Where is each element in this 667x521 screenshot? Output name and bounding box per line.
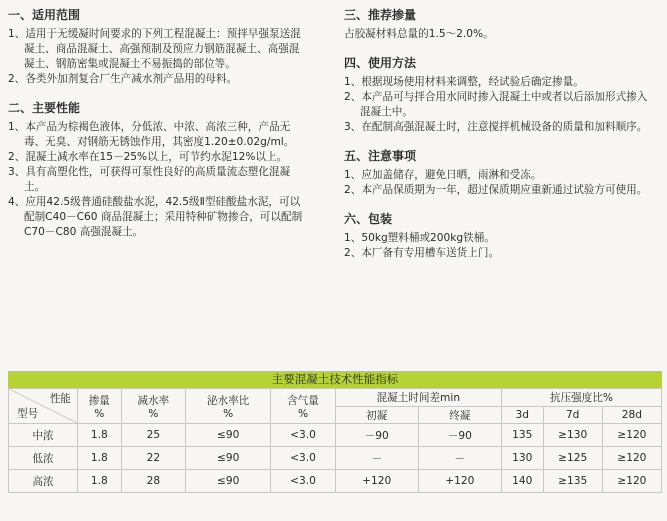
col-header-final-set: 终凝 (418, 407, 501, 424)
section-title: 三、推荐掺量 (344, 8, 417, 22)
row-type: 中浓 (9, 424, 78, 447)
list-item: 3、在配制高强混凝土时，注意搅拌机械设备的质量和加料顺序。 (344, 121, 648, 133)
table-row (9, 470, 662, 493)
table-cell: +120 (335, 470, 418, 493)
table-title: 主要混凝土技术性能指标 (8, 371, 662, 388)
table-cell: ≥125 (543, 447, 602, 470)
section-title: 一、适用范围 (8, 8, 81, 22)
table-cell: <3.0 (271, 424, 335, 447)
table-cell: 28 (121, 470, 185, 493)
performance-table-section (8, 371, 662, 493)
corner-label-model: 型号 (17, 408, 39, 420)
table-cell: <3.0 (271, 470, 335, 493)
col-header-dosage: 掺量 % (78, 389, 122, 424)
col-header-7d: 7d (543, 407, 602, 424)
table-cell: 25 (121, 424, 185, 447)
table-cell: ≥120 (602, 470, 661, 493)
list-item: 2、各类外加剂复合厂生产减水剂产品用的母料。 (8, 73, 238, 85)
performance-table (8, 388, 662, 493)
table-cell: <3.0 (271, 447, 335, 470)
section (344, 149, 656, 198)
table-cell: +120 (418, 470, 501, 493)
section-title: 五、注意事项 (344, 149, 417, 163)
table-cell: 130 (501, 447, 543, 470)
table-cell: ≥135 (543, 470, 602, 493)
col-header-bleeding-ratio: 泌水率比 % (186, 389, 271, 424)
table-cell: 22 (121, 447, 185, 470)
row-type: 低浓 (9, 447, 78, 470)
table-cell: ≥120 (602, 447, 661, 470)
table-cell: ≥130 (543, 424, 602, 447)
list-item: 2、本厂备有专用槽车送货上门。 (344, 247, 500, 259)
list-item: 2、混凝土减水率在15－25%以上，可节约水泥12%以上。 (8, 151, 288, 163)
table-row (9, 424, 662, 447)
list-item: 1、适用于无缓凝时间要求的下列工程混凝土：预拌早强泵送混凝土、商品混凝土、高强预制及预应力钢筋混凝土、高强混凝土、钢筋密集或混凝土不易振捣的部位等。 (8, 28, 301, 70)
col-group-setting-time: 混凝土时间差min (335, 389, 501, 407)
list-item: 3、具有高塑化性，可获得可泵性良好的高质量流态塑化混凝土。 (8, 166, 291, 193)
corner-label-property: 性能 (49, 393, 71, 405)
row-type: 高浓 (9, 470, 78, 493)
table-cell: － (335, 447, 418, 470)
section-title: 六、包装 (344, 212, 393, 226)
section (344, 212, 656, 261)
table-cell: ≤90 (186, 447, 271, 470)
table-cell: －90 (335, 424, 418, 447)
table-cell: ≤90 (186, 470, 271, 493)
table-cell: －90 (418, 424, 501, 447)
table-cell: 1.8 (78, 424, 122, 447)
col-header-28d: 28d (602, 407, 661, 424)
table-cell: 1.8 (78, 470, 122, 493)
list-item: 占胶凝材料总量的1.5～2.0%。 (344, 28, 494, 40)
table-cell: 140 (501, 470, 543, 493)
right-column (344, 8, 656, 275)
table-cell: － (418, 447, 501, 470)
col-header-3d: 3d (501, 407, 543, 424)
list-item: 1、本产品为棕褐色液体，分低浓、中浓、高浓三种，产品无毒、无臭、对钢筋无锈蚀作用，其密度1.20±0.02g/ml。 (8, 121, 295, 148)
section-title: 四、使用方法 (344, 56, 417, 70)
section (344, 8, 656, 42)
table-cell: 1.8 (78, 447, 122, 470)
list-item: 2、本产品保质期为一年，超过保质期应重新通过试验方可使用。 (344, 184, 648, 196)
list-item: 2、本产品可与拌合用水同时掺入混凝土中或者以后添加形式掺入混凝土中。 (344, 91, 648, 118)
col-header-air-content: 含气量 % (271, 389, 335, 424)
list-item: 1、应加盖储存，避免日晒，雨淋和受冻。 (344, 169, 542, 181)
list-item: 4、应用42.5级普通硅酸盐水泥，42.5级Ⅱ型硅酸盐水泥，可以配制C40－C60 商品混凝土；采用特种矿物掺合，可以配制C70－C80 高强混凝土。 (8, 196, 303, 238)
table-cell: 135 (501, 424, 543, 447)
col-header-initial-set: 初凝 (335, 407, 418, 424)
table-cell: ≤90 (186, 424, 271, 447)
table-cell: ≥120 (602, 424, 661, 447)
list-item: 1、50kg塑料桶或200kg铁桶。 (344, 232, 495, 244)
table-row (9, 447, 662, 470)
list-item: 1、根据现场使用材料来调整，经试验后确定掺量。 (344, 76, 584, 88)
section (344, 56, 656, 135)
col-group-strength-ratio: 抗压强度比% (501, 389, 661, 407)
left-column (8, 8, 308, 254)
section (8, 101, 308, 240)
table-corner-cell (9, 389, 78, 424)
section (8, 8, 308, 87)
col-header-water-reduction: 减水率 % (121, 389, 185, 424)
section-title: 二、主要性能 (8, 101, 81, 115)
